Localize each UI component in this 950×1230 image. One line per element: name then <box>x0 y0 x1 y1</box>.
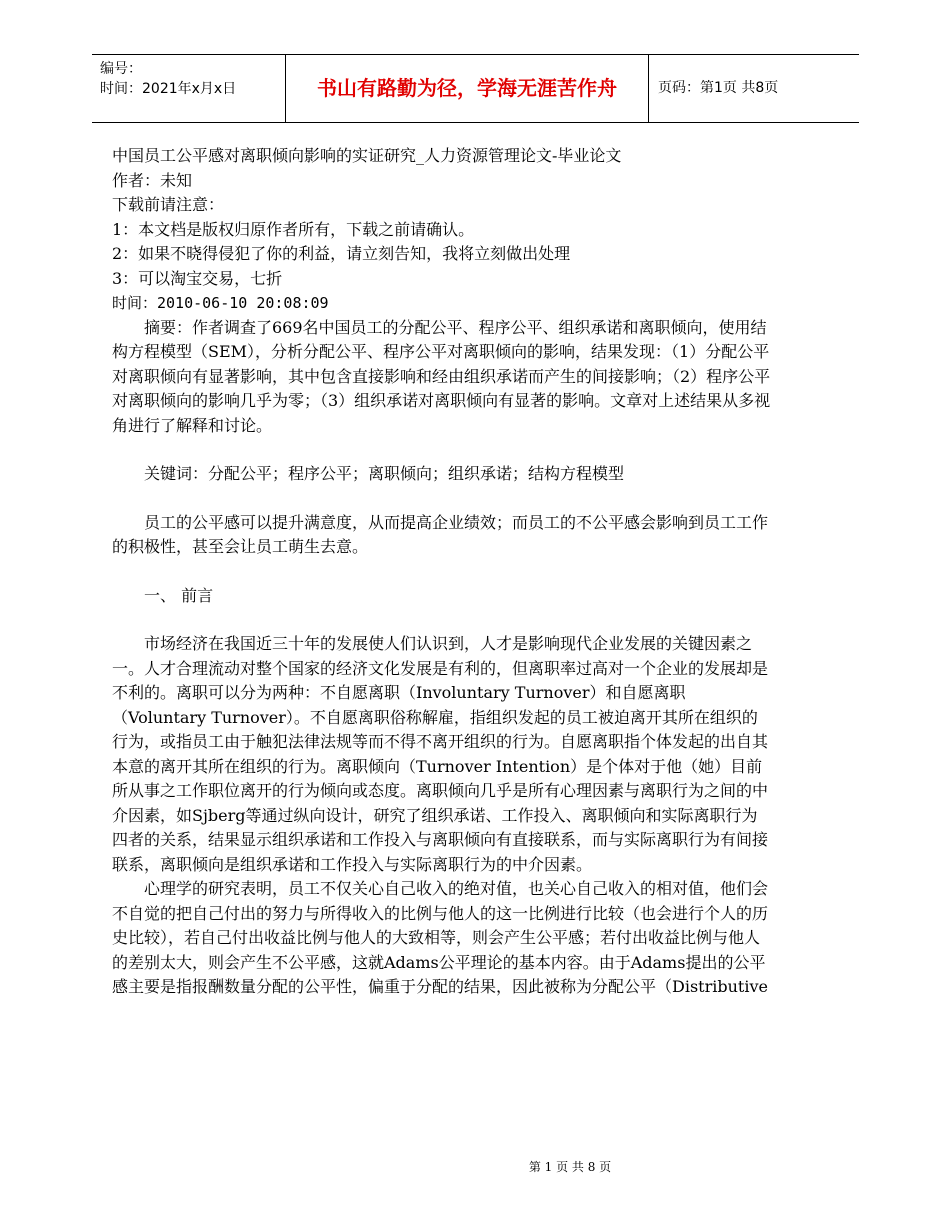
body-paragraph: 市场经济在我国近三十年的发展使人们认识到，人才是影响现代企业发展的关键因素之一。人才合理流动对整个国家的经济文化发展是有利的，但离职率过高对一个企业的发展却是不利的。离职可以分为两种：不自愿离职（Involuntary Turnover）和自愿离职（Voluntary Turnover）。不自愿离职俗称解雇，指组织发起的员工被迫离开其所在组织的行为，或指员工由于触犯法律法规等而不得不离开组织的行为。自愿离职指个体发起的出自其本意的离开其所在组织的行为。离职倾向（Turnover Intention）是个体对于他（她）目前所从事之工作职位离开的行为倾向或态度。离职倾向几乎是所有心理因素与离职行为之间的中介因素，如Sjberg等通过纵向设计，研究了组织承诺、工作投入、离职倾向和实际离职行为四者的关系，结果显示组织承诺和工作投入与离职倾向有直接联系，而与实际离职行为有间接联系，离职倾向是组织承诺和工作投入与实际离职行为的中介因素。 <box>112 634 769 874</box>
notice-item: 3：可以淘宝交易，七折 <box>112 268 283 288</box>
footer-page-number: 第 1 页 共 8 页 <box>528 1160 612 1174</box>
header-motto: 书山有路勤为径，学海无涯苦作舟 <box>317 76 617 100</box>
body-paragraph: 心理学的研究表明，员工不仅关心自己收入的绝对值，也关心自己收入的相对值，他们会不自觉的把自己付出的努力与所得收入的比例与他人的这一比例进行比较（也会进行个人的历史比较），若自己付出收益比例与他人的大致相等，则会产生公平感；若付出收益比例与他人的差别太大，则会产生不公平感，这就Adams公平理论的基本内容。由于Adams提出的公平感主要是指报酬数量分配的公平性，偏重于分配的结果，因此被称为分配公平（Distributive <box>112 879 769 996</box>
document-title: 中国员工公平感对离职倾向影响的实证研究_人力资源管理论文-毕业论文 <box>112 146 622 165</box>
intro-paragraph: 员工的公平感可以提升满意度，从而提高企业绩效；而员工的不公平感会影响到员工工作的积极性，甚至会让员工萌生去意。 <box>112 512 769 556</box>
abstract-paragraph: 摘要：作者调查了669名中国员工的分配公平、程序公平、组织承诺和离职倾向，使用结构方程模型（SEM），分析分配公平、程序公平对离职倾向的影响，结果发现：（1）分配公平对离职倾向有显著影响，其中包含直接影响和经由组织承诺而产生的间接影响；（2）程序公平对离职倾向的影响几乎为零；（3）组织承诺对离职倾向有显著的影响。文章对上述结果从多视角进行了解释和讨论。 <box>112 317 771 435</box>
notice-heading: 下载前请注意： <box>112 195 225 214</box>
author-line: 作者：未知 <box>112 170 193 190</box>
header-meta <box>100 59 236 99</box>
keywords-line: 关键词：分配公平；程序公平；离职倾向；组织承诺；结构方程模型 <box>144 464 625 483</box>
notice-item: 1：本文档是版权归原作者所有，下载之前请确认。 <box>112 219 475 239</box>
time-label: 时间：2021年x月x日 <box>100 81 237 97</box>
page-footer <box>0 1158 950 1175</box>
section-heading: 一、 前言 <box>144 585 214 605</box>
timestamp-line: 时间：2010-06-10 20:08:09 <box>112 294 329 312</box>
header-page-info: 页码：第1页 共8页 <box>658 80 779 96</box>
header-divider <box>648 55 649 122</box>
notice-item: 2：如果不晓得侵犯了你的利益，请立刻告知，我将立刻做出处理 <box>112 244 571 263</box>
document-body <box>112 144 772 1000</box>
serial-label: 编号： <box>100 61 142 77</box>
page-header <box>92 54 859 123</box>
